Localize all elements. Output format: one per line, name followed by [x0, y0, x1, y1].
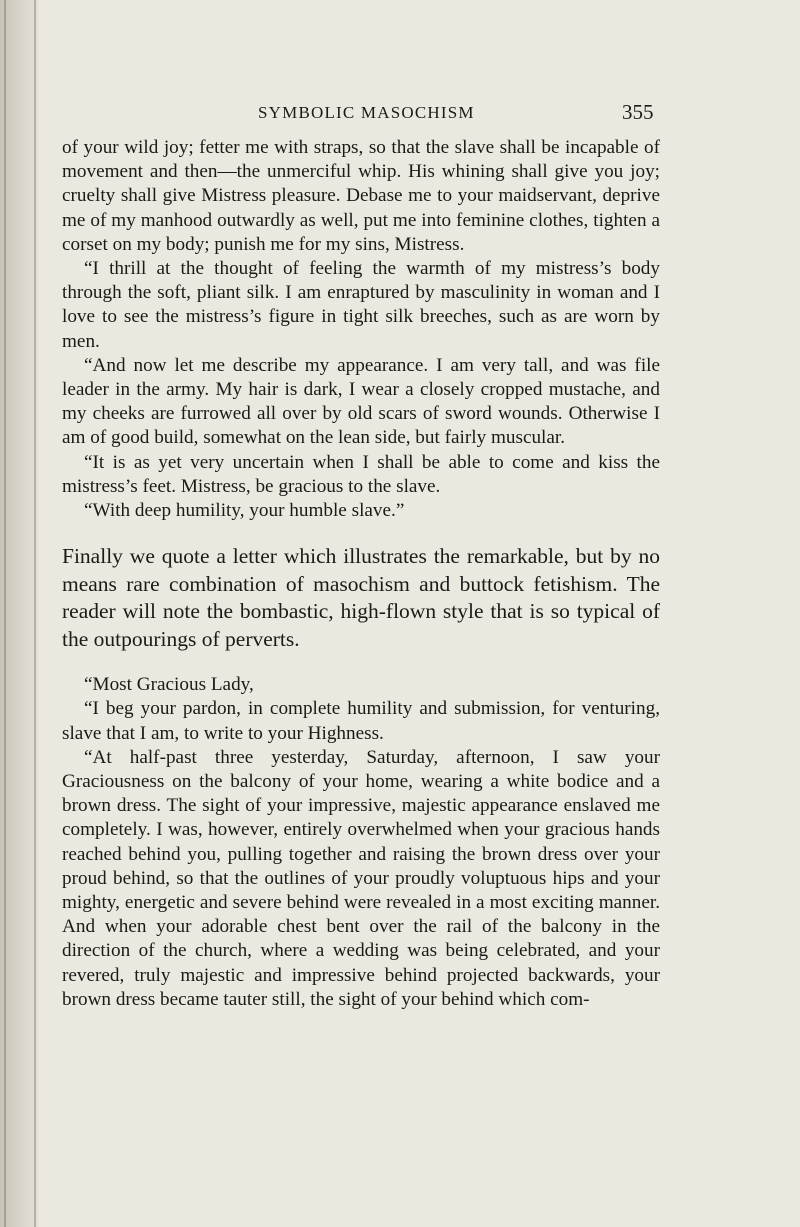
paragraph-author-note: Finally we quote a letter which illustrates the remarkable, but by no means rare combination of masochism and buttock fetishism. The reader will note the bombastic, high-flown style that is so typical of the outpourings of perverts. [62, 544, 660, 651]
page-number: 355 [622, 100, 654, 124]
paragraph-salutation: “Most Gracious Lady, [84, 674, 254, 696]
paragraph-thrill: “I thrill at the thought of feeling the warmth of my mistress’s body through the soft, pliant silk. I am enraptured by masculinity in woman and I love to see the mistress’s figure in tight silk breeches, such as are worn by men. [62, 258, 660, 352]
paragraph-uncertain: “It is as yet very uncertain when I shall be able to come and kiss the mistress’s feet. Mistress, be gracious to the slave. [62, 451, 660, 497]
paragraph-continuation: of your wild joy; fetter me with straps, so that the slave shall be incapable of movement and then—the unmerciful whip. His whining shall give you joy; cruelty shall give Mistress pleasure. Debase me to your maidservant, deprive me of my manhood outwardly as well, put me into feminine clothes, tighten a corset on my body; punish me for my sins, Mistress. [62, 137, 660, 255]
paragraph-appearance: “And now let me describe my appearance. I am very tall, and was file leader in the army. My hair is dark, I wear a closely cropped mustache, and my cheeks are furrowed all over by old scars of sword wounds. Otherwise I am of good build, somewhat on the lean side, but fairly muscular. [62, 354, 660, 449]
paragraph-signoff: “With deep humility, your humble slave.” [84, 500, 405, 522]
paragraph-pardon: “I beg your pardon, in complete humility and submission, for venturing, slave that I am, to write to your Highness. [62, 698, 660, 744]
running-title: SYMBOLIC MASOCHISM [258, 103, 475, 122]
paragraph-balcony: “At half-past three yesterday, Saturday, afternoon, I saw your Graciousness on the balcony of your home, wearing a white bodice and a brown dress. The sight of your impressive, majestic appearance enslaved me completely. I was, however, entirely overwhelmed when your gracious hands reached behind you, pulling together and raising the brown dress over your proud behind, so that the outlines of your proudly voluptuous hips and your mighty, energetic and severe behind were revealed in a most exciting manner. And when your adorable chest bent over the rail of the balcony in the direction of the church, where a wedding was being celebrated, and your revered, truly majestic and impressive behind projected backwards, your brown dress became tauter still, the sight of your behind which com- [62, 746, 660, 1010]
body-text [62, 136, 660, 1012]
